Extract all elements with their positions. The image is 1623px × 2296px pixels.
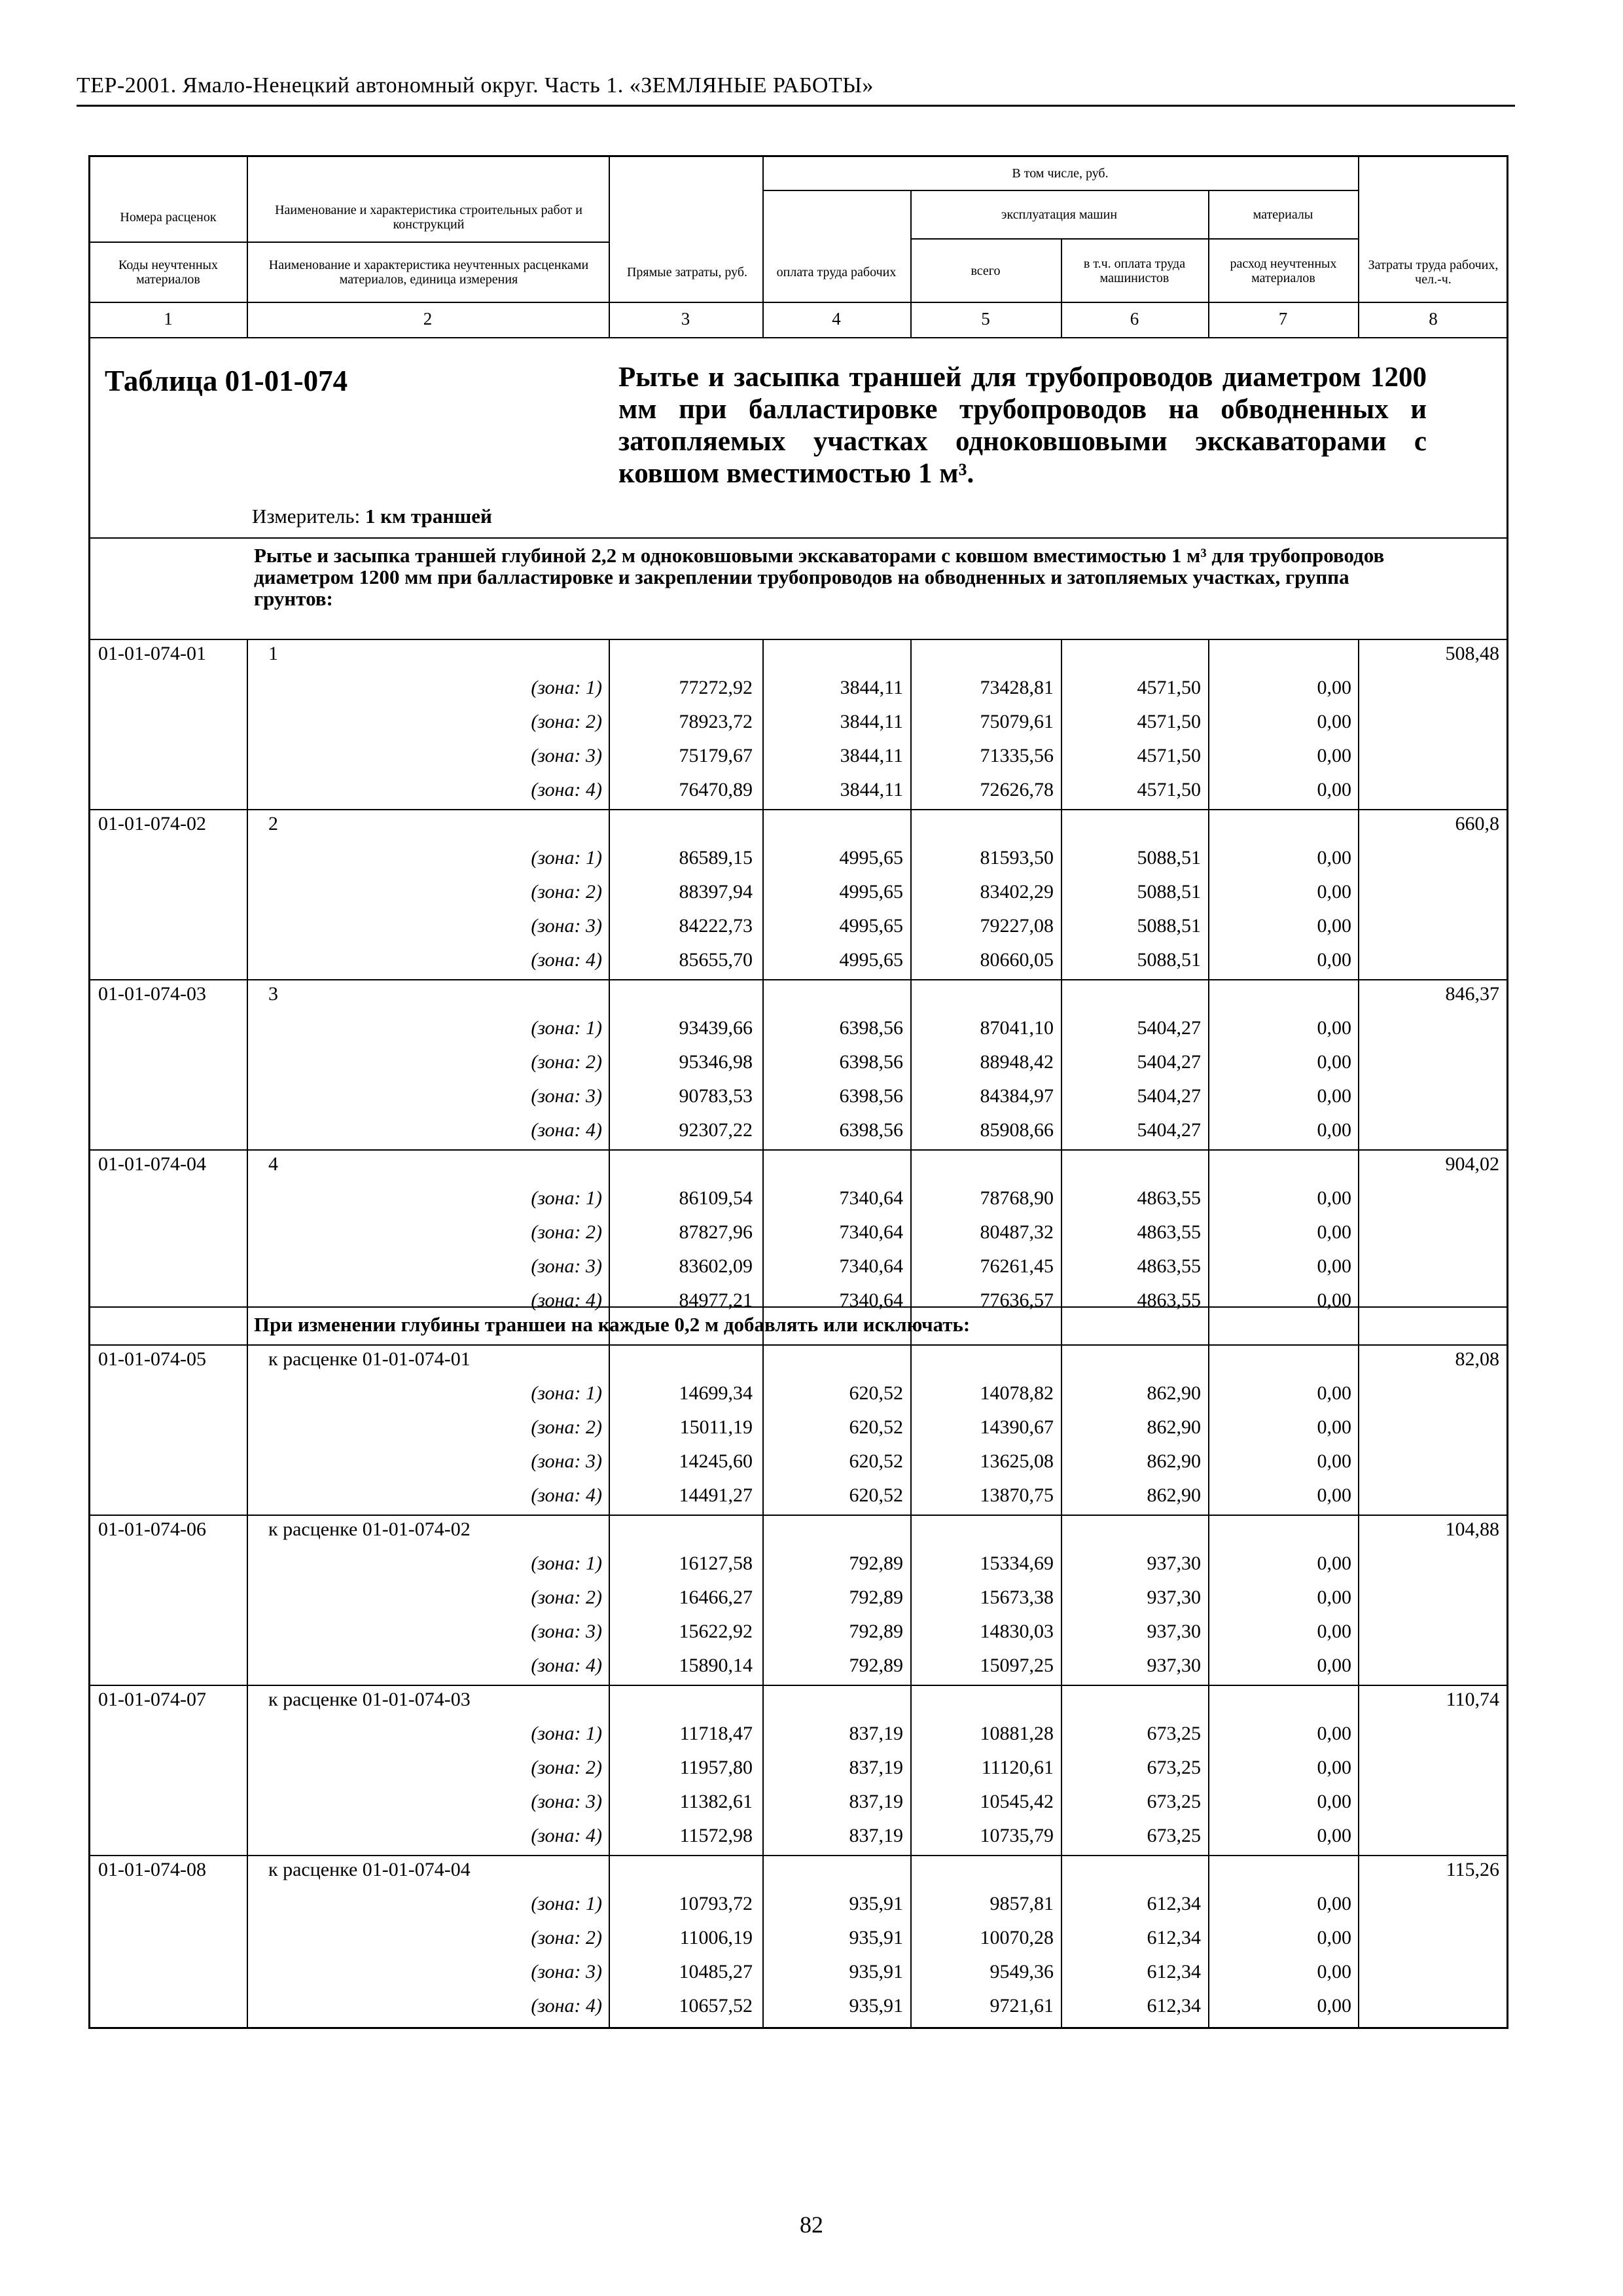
value-materials: 0,00 [1317, 745, 1351, 766]
labor-costs: 82,08 [1455, 1348, 1499, 1370]
value-operators: 937,30 [1147, 1587, 1201, 1608]
value-machines: 10545,42 [980, 1791, 1054, 1812]
zone-label: (зона: 4) [531, 1825, 602, 1846]
value-materials: 0,00 [1317, 1961, 1351, 1982]
value-pay: 935,91 [849, 1927, 903, 1948]
value-direct: 77272,92 [679, 677, 753, 698]
value-pay: 792,89 [849, 1587, 903, 1608]
value-materials: 0,00 [1317, 1051, 1351, 1073]
value-machines: 88948,42 [980, 1051, 1054, 1073]
value-pay: 935,91 [849, 1995, 903, 2017]
value-direct: 76470,89 [679, 779, 753, 800]
value-pay: 6398,56 [839, 1017, 903, 1039]
value-machines: 14078,82 [980, 1382, 1054, 1404]
zone-label: (зона: 4) [531, 1655, 602, 1676]
value-direct: 86109,54 [679, 1187, 753, 1209]
value-machines: 79227,08 [980, 915, 1054, 937]
value-machines: 85908,66 [980, 1119, 1054, 1141]
value-pay: 6398,56 [839, 1119, 903, 1141]
labor-costs: 508,48 [1445, 643, 1499, 664]
rate-code: 01-01-074-05 [98, 1348, 206, 1370]
rate-name: 1 [268, 643, 278, 664]
value-operators: 4571,50 [1137, 711, 1201, 732]
value-pay: 4995,65 [839, 915, 903, 937]
header-unaccounted-materials-use: расход неучтенных материалов [1230, 256, 1337, 285]
value-direct: 88397,94 [679, 881, 753, 903]
value-materials: 0,00 [1317, 1587, 1351, 1608]
value-direct: 78923,72 [679, 711, 753, 732]
zone-label: (зона: 4) [531, 1119, 602, 1141]
value-materials: 0,00 [1317, 1085, 1351, 1107]
header-material-names: Наименование и характеристика неучтенных расценками материалов, единица измерения [268, 258, 589, 287]
zone-label: (зона: 3) [531, 745, 602, 766]
zone-label: (зона: 2) [531, 1051, 602, 1073]
value-machines: 78768,90 [980, 1187, 1054, 1209]
value-machines: 71335,56 [980, 745, 1054, 766]
value-operators: 4571,50 [1137, 779, 1201, 800]
rate-code: 01-01-074-02 [98, 813, 206, 834]
value-machines: 10735,79 [980, 1825, 1054, 1846]
column-number: 6 [1130, 309, 1139, 329]
rate-code: 01-01-074-06 [98, 1518, 206, 1540]
zone-label: (зона: 4) [531, 1289, 602, 1311]
value-pay: 4995,65 [839, 847, 903, 869]
value-materials: 0,00 [1317, 1187, 1351, 1209]
value-direct: 14491,27 [679, 1484, 753, 1506]
value-direct: 92307,22 [679, 1119, 753, 1141]
zone-label: (зона: 4) [531, 779, 602, 800]
value-pay: 6398,56 [839, 1085, 903, 1107]
value-direct: 84977,21 [679, 1289, 753, 1311]
zone-label: (зона: 1) [531, 1893, 602, 1914]
value-direct: 16466,27 [679, 1587, 753, 1608]
rate-name: 2 [268, 813, 278, 834]
section-separator [88, 1306, 1508, 1308]
value-materials: 0,00 [1317, 1119, 1351, 1141]
value-materials: 0,00 [1317, 1017, 1351, 1039]
value-materials: 0,00 [1317, 1484, 1351, 1506]
value-pay: 3844,11 [840, 711, 903, 732]
value-operators: 4863,55 [1137, 1187, 1201, 1209]
value-machines: 15673,38 [980, 1587, 1054, 1608]
value-machines: 80487,32 [980, 1221, 1054, 1243]
value-materials: 0,00 [1317, 1655, 1351, 1676]
value-direct: 15622,92 [679, 1621, 753, 1642]
measure-unit [252, 505, 492, 528]
zone-label: (зона: 2) [531, 1587, 602, 1608]
value-machines: 75079,61 [980, 711, 1054, 732]
value-materials: 0,00 [1317, 1221, 1351, 1243]
labor-costs: 104,88 [1445, 1518, 1499, 1540]
value-operators: 937,30 [1147, 1552, 1201, 1574]
value-operators: 4863,55 [1137, 1221, 1201, 1243]
value-materials: 0,00 [1317, 1255, 1351, 1277]
zone-label: (зона: 2) [531, 881, 602, 903]
value-operators: 612,34 [1147, 1893, 1201, 1914]
header-machine-operation: эксплуатация машин [1001, 207, 1118, 222]
value-materials: 0,00 [1317, 779, 1351, 800]
value-machines: 72626,78 [980, 779, 1054, 800]
rate-code: 01-01-074-03 [98, 983, 206, 1005]
value-machines: 84384,97 [980, 1085, 1054, 1107]
value-direct: 14245,60 [679, 1450, 753, 1472]
value-machines: 13625,08 [980, 1450, 1054, 1472]
value-pay: 3844,11 [840, 745, 903, 766]
labor-costs: 660,8 [1455, 813, 1499, 834]
header-direct-costs: Прямые затраты, руб. [626, 265, 748, 279]
labor-costs: 904,02 [1445, 1153, 1499, 1175]
value-pay: 837,19 [849, 1757, 903, 1778]
zone-label: (зона: 3) [531, 1621, 602, 1642]
column-number: 1 [164, 309, 173, 329]
value-pay: 7340,64 [839, 1255, 903, 1277]
value-direct: 10485,27 [679, 1961, 753, 1982]
value-materials: 0,00 [1317, 1825, 1351, 1846]
zone-label: (зона: 2) [531, 1416, 602, 1438]
value-machines: 80660,05 [980, 949, 1054, 971]
zone-label: (зона: 3) [531, 1255, 602, 1277]
value-pay: 620,52 [849, 1484, 903, 1506]
value-machines: 9857,81 [990, 1893, 1054, 1914]
value-direct: 85655,70 [679, 949, 753, 971]
zone-label: (зона: 1) [531, 847, 602, 869]
rate-name: к расценке 01-01-074-01 [268, 1348, 471, 1370]
header-machine-total: всего [971, 263, 1001, 278]
value-machines: 83402,29 [980, 881, 1054, 903]
value-operators: 4863,55 [1137, 1289, 1201, 1311]
value-machines: 14830,03 [980, 1621, 1054, 1642]
value-materials: 0,00 [1317, 1289, 1351, 1311]
rate-name: к расценке 01-01-074-02 [268, 1518, 471, 1540]
row-separator [88, 809, 1508, 810]
header-material-codes: Коды неучтенных материалов [118, 258, 218, 287]
row-separator [88, 1344, 1508, 1346]
value-pay: 6398,56 [839, 1051, 903, 1073]
value-operators: 862,90 [1147, 1382, 1201, 1404]
value-pay: 620,52 [849, 1382, 903, 1404]
value-operators: 4571,50 [1137, 745, 1201, 766]
value-pay: 7340,64 [839, 1289, 903, 1311]
rate-name: 4 [268, 1153, 278, 1175]
value-materials: 0,00 [1317, 1382, 1351, 1404]
value-pay: 935,91 [849, 1961, 903, 1982]
rate-name: 3 [268, 983, 278, 1005]
rate-code: 01-01-074-04 [98, 1153, 206, 1175]
value-direct: 15011,19 [679, 1416, 753, 1438]
section-separator [88, 537, 1508, 539]
value-machines: 15097,25 [980, 1655, 1054, 1676]
row-separator [88, 1149, 1508, 1151]
labor-costs: 846,37 [1445, 983, 1499, 1005]
value-operators: 673,25 [1147, 1757, 1201, 1778]
value-direct: 11006,19 [679, 1927, 753, 1948]
zone-label: (зона: 3) [531, 915, 602, 937]
value-direct: 11718,47 [679, 1723, 753, 1744]
value-materials: 0,00 [1317, 1757, 1351, 1778]
value-materials: 0,00 [1317, 1621, 1351, 1642]
table-code: Таблица 01-01-074 [105, 365, 348, 397]
header-line [88, 337, 1508, 338]
value-pay: 792,89 [849, 1552, 903, 1574]
header-materials: материалы [1253, 207, 1313, 222]
labor-costs: 115,26 [1446, 1859, 1499, 1880]
header-machine-operator-pay: в т.ч. оплата труда машинистов [1083, 256, 1186, 285]
value-pay: 792,89 [849, 1655, 903, 1676]
value-operators: 937,30 [1147, 1655, 1201, 1676]
value-materials: 0,00 [1317, 711, 1351, 732]
value-direct: 10657,52 [679, 1995, 753, 2017]
rate-code: 01-01-074-01 [98, 643, 206, 664]
column-number: 8 [1429, 309, 1438, 329]
zone-label: (зона: 3) [531, 1085, 602, 1107]
labor-costs: 110,74 [1446, 1689, 1499, 1710]
value-pay: 837,19 [849, 1791, 903, 1812]
value-direct: 95346,98 [679, 1051, 753, 1073]
value-operators: 5404,27 [1137, 1085, 1201, 1107]
zone-label: (зона: 3) [531, 1961, 602, 1982]
zone-label: (зона: 1) [531, 677, 602, 698]
value-machines: 10881,28 [980, 1723, 1054, 1744]
zone-label: (зона: 4) [531, 1995, 602, 2017]
header-labor-pay: оплата труда рабочих [776, 265, 897, 279]
value-machines: 77636,57 [980, 1289, 1054, 1311]
value-pay: 935,91 [849, 1893, 903, 1914]
row-separator [88, 979, 1508, 980]
value-pay: 837,19 [849, 1723, 903, 1744]
zone-label: (зона: 2) [531, 1221, 602, 1243]
rate-name: к расценке 01-01-074-03 [268, 1689, 471, 1710]
zone-label: (зона: 2) [531, 1927, 602, 1948]
value-machines: 10070,28 [980, 1927, 1054, 1948]
column-number: 2 [423, 309, 433, 329]
value-machines: 9721,61 [990, 1995, 1054, 2017]
value-direct: 84222,73 [679, 915, 753, 937]
row-separator [88, 1855, 1508, 1856]
header-work-name: Наименование и характеристика строительных работ и конструкций [275, 203, 582, 232]
running-header: ТЕР-2001. Ямало-Ненецкий автономный округ. Часть 1. «ЗЕМЛЯНЫЕ РАБОТЫ» [77, 73, 874, 98]
value-materials: 0,00 [1317, 1995, 1351, 2017]
value-pay: 620,52 [849, 1416, 903, 1438]
value-direct: 93439,66 [679, 1017, 753, 1039]
measure-label: Измеритель: [252, 505, 365, 528]
value-pay: 3844,11 [840, 677, 903, 698]
value-direct: 11382,61 [679, 1791, 753, 1812]
value-pay: 792,89 [849, 1621, 903, 1642]
value-operators: 673,25 [1147, 1723, 1201, 1744]
value-direct: 15890,14 [679, 1655, 753, 1676]
value-pay: 620,52 [849, 1450, 903, 1472]
zone-label: (зона: 1) [531, 1187, 602, 1209]
value-pay: 7340,64 [839, 1221, 903, 1243]
value-operators: 5088,51 [1137, 881, 1201, 903]
value-direct: 87827,96 [679, 1221, 753, 1243]
value-materials: 0,00 [1317, 1927, 1351, 1948]
value-direct: 14699,34 [679, 1382, 753, 1404]
value-operators: 5088,51 [1137, 915, 1201, 937]
value-materials: 0,00 [1317, 1416, 1351, 1438]
value-direct: 10793,72 [679, 1893, 753, 1914]
value-machines: 9549,36 [990, 1961, 1054, 1982]
value-operators: 862,90 [1147, 1484, 1201, 1506]
value-materials: 0,00 [1317, 1791, 1351, 1812]
column-number: 7 [1278, 309, 1288, 329]
value-operators: 5404,27 [1137, 1017, 1201, 1039]
value-materials: 0,00 [1317, 847, 1351, 869]
zone-label: (зона: 2) [531, 711, 602, 732]
column-number: 5 [981, 309, 990, 329]
header-rate-numbers: Номера расценок [120, 210, 217, 224]
value-machines: 14390,67 [980, 1416, 1054, 1438]
value-operators: 673,25 [1147, 1825, 1201, 1846]
value-materials: 0,00 [1317, 677, 1351, 698]
value-operators: 862,90 [1147, 1450, 1201, 1472]
row-separator [88, 1515, 1508, 1516]
value-machines: 81593,50 [980, 847, 1054, 869]
zone-label: (зона: 4) [531, 1484, 602, 1506]
value-operators: 5088,51 [1137, 949, 1201, 971]
row-separator [88, 1685, 1508, 1686]
value-operators: 5088,51 [1137, 847, 1201, 869]
value-pay: 837,19 [849, 1825, 903, 1846]
zone-label: (зона: 3) [531, 1791, 602, 1812]
column-number: 3 [681, 309, 690, 329]
value-materials: 0,00 [1317, 949, 1351, 971]
zone-label: (зона: 4) [531, 949, 602, 971]
value-operators: 937,30 [1147, 1621, 1201, 1642]
zone-label: (зона: 2) [531, 1757, 602, 1778]
section-heading: Рытье и засыпка траншей глубиной 2,2 м одноковшовыми экскаваторами с ковшом вместимостью 1 м³ для трубопроводов диаметром 1200 мм при балластировке и закреплении трубопроводов на обводненных и затопляемых участках, группа грунтов: [254, 544, 1385, 610]
header-including: В том числе, руб. [1012, 166, 1109, 181]
value-materials: 0,00 [1317, 1723, 1351, 1744]
value-operators: 5404,27 [1137, 1119, 1201, 1141]
value-direct: 11957,80 [679, 1757, 753, 1778]
value-machines: 15334,69 [980, 1552, 1054, 1574]
value-materials: 0,00 [1317, 881, 1351, 903]
measure-value: 1 км траншей [365, 505, 492, 528]
value-operators: 4571,50 [1137, 677, 1201, 698]
value-direct: 11572,98 [679, 1825, 753, 1846]
value-materials: 0,00 [1317, 1893, 1351, 1914]
zone-label: (зона: 1) [531, 1382, 602, 1404]
zone-label: (зона: 1) [531, 1017, 602, 1039]
value-machines: 11120,61 [981, 1757, 1054, 1778]
header-rule [77, 105, 1515, 107]
rate-code: 01-01-074-08 [98, 1859, 206, 1880]
row-separator [88, 639, 1508, 640]
value-pay: 4995,65 [839, 881, 903, 903]
value-materials: 0,00 [1317, 1450, 1351, 1472]
column-number: 4 [832, 309, 841, 329]
value-materials: 0,00 [1317, 915, 1351, 937]
value-operators: 5404,27 [1137, 1051, 1201, 1073]
value-direct: 90783,53 [679, 1085, 753, 1107]
value-direct: 86589,15 [679, 847, 753, 869]
value-materials: 0,00 [1317, 1552, 1351, 1574]
section-heading: При изменении глубины траншеи на каждые 0,2 м добавлять или исключать: [254, 1313, 971, 1336]
page-number: 82 [800, 2212, 823, 2238]
value-direct: 16127,58 [679, 1552, 753, 1574]
header-labor-costs: Затраты труда рабочих, чел.-ч. [1368, 258, 1499, 287]
value-pay: 7340,64 [839, 1187, 903, 1209]
value-operators: 862,90 [1147, 1416, 1201, 1438]
body-column-line [247, 639, 248, 2029]
value-machines: 87041,10 [980, 1017, 1054, 1039]
value-pay: 4995,65 [839, 949, 903, 971]
value-operators: 4863,55 [1137, 1255, 1201, 1277]
value-operators: 612,34 [1147, 1927, 1201, 1948]
zone-label: (зона: 1) [531, 1552, 602, 1574]
value-machines: 13870,75 [980, 1484, 1054, 1506]
rate-code: 01-01-074-07 [98, 1689, 206, 1710]
value-machines: 76261,45 [980, 1255, 1054, 1277]
zone-label: (зона: 1) [531, 1723, 602, 1744]
zone-label: (зона: 3) [531, 1450, 602, 1472]
value-direct: 83602,09 [679, 1255, 753, 1277]
value-operators: 612,34 [1147, 1961, 1201, 1982]
value-pay: 3844,11 [840, 779, 903, 800]
header-line [88, 302, 1508, 303]
table-title: Рытье и засыпка траншей для трубопроводов диаметром 1200 мм при балластировке трубопроводов на обводненных и затопляемых участках одноковшовыми экскаваторами с ковшом вместимостью 1 м³. [618, 362, 1427, 489]
value-machines: 73428,81 [980, 677, 1054, 698]
value-operators: 673,25 [1147, 1791, 1201, 1812]
rate-name: к расценке 01-01-074-04 [268, 1859, 471, 1880]
value-operators: 612,34 [1147, 1995, 1201, 2017]
value-direct: 75179,67 [679, 745, 753, 766]
